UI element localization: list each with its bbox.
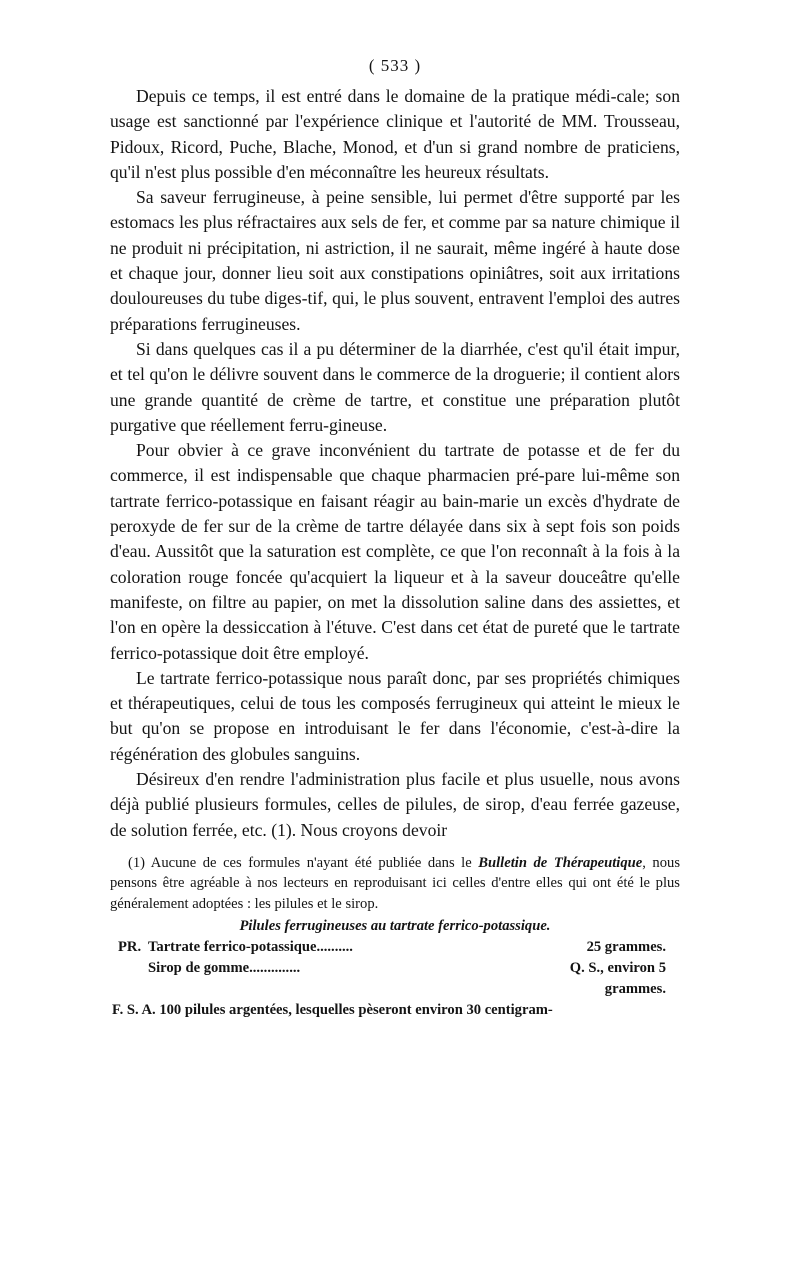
footnote-text-after: , nous pensons être agréable à nos lecteurs en reproduisant ici celles d'entre elles qui ont été le plus généralement adoptées : les pilules et le sirop. [110, 854, 680, 912]
paragraph-5: Le tartrate ferrico-potassique nous paraît donc, par ses propriétés chimiques et thérapeutiques, celui de tous les composés ferrugineux qui atteint le mieux le but qu'on se propose en introduisant le fer dans l'économie, c'est-à-dire la régénération des globules sanguins. [110, 667, 680, 764]
footnote-marker: (1) [128, 854, 146, 871]
recipe-line [110, 958, 680, 1000]
paragraph-4: Pour obvier à ce grave inconvénient du tartrate de potasse et de fer du commerce, il est indispensable que chaque pharmacien pré-pare lui-même son tartrate ferrico-potassique en faisant réagir au bain-marie un excès d'hydrate de peroxyde de fer sur de la crème de tartre délayée dans six à sept fois son poids d'eau. Aussitôt que la saturation est complète, ce que l'on reconnaît à la fois à la coloration rouge foncée qu'acquiert la liqueur et à la saveur douceâtre qu'elle manifeste, on filtre au papier, on met la dissolution saline dans des assiettes, et l'on en opère la dessiccation à l'étuve. C'est dans cet état de pureté que le tartrate ferrico-potassique doit être employé. [110, 440, 680, 663]
journal-title: Bulletin de Thérapeutique [478, 854, 643, 871]
footnote-text-before: Aucune de ces formules n'ayant été publiée dans le [145, 854, 479, 871]
page-number: ( 533 ) [368, 56, 422, 75]
recipe-quantity: 25 grammes. [586, 939, 666, 956]
book-page [110, 56, 680, 1021]
recipe-prefix: PR. [118, 939, 142, 956]
main-text [110, 84, 680, 843]
footnote-1 [110, 853, 680, 915]
recipe-ingredient: Sirop de gomme.............. [148, 960, 301, 977]
paragraph-3: Si dans quelques cas il a pu déterminer de la diarrhée, c'est qu'il était impur, et tel qu'on le délivre souvent dans le commerce de la droguerie; il contient alors une grande quantité de crème de tartre, et constitue une préparation plutôt purgative que réellement ferru-gineuse. [110, 338, 680, 435]
paragraph-6: Désireux d'en rendre l'administration plus facile et plus usuelle, nous avons déjà publié plusieurs formules, celles de pilules, de sirop, d'eau ferrée gazeuse, de solution ferrée, etc. (1). Nous croyons devoir [110, 769, 680, 840]
recipe-ingredient: Tartrate ferrico-potassique.......... [148, 939, 353, 956]
paragraph-1: Depuis ce temps, il est entré dans le domaine de la pratique médi-cale; son usage est sanctionné par l'expérience clinique et l'autorité de MM. Trousseau, Pidoux, Ricord, Puche, Blache, Monod, et d'un si grand nombre de praticiens, qu'il n'est plus possible d'en méconnaître les heureux résultats. [110, 86, 680, 182]
recipe-instructions: F. S. A. 100 pilules argentées, lesquelles pèseront environ 30 centigram- [112, 1002, 553, 1019]
recipe-line [110, 937, 680, 958]
paragraph-2: Sa saveur ferrugineuse, à peine sensible, lui permet d'être supporté par les estomacs les plus réfractaires aux sels de fer, et comme par sa nature chimique il ne produit ni précipitation, ni astriction, il ne saurait, même ingéré à haute dose et chaque jour, donner lieu soit aux constipations opiniâtres, soit aux irritations douloureuses du tube diges-tif, qui, le plus souvent, entravent l'emploi des autres préparations ferrugineuses. [110, 187, 680, 334]
recipe-prefix [110, 958, 148, 1000]
recipe-quantity: Q. S., environ 5 grammes. [569, 960, 666, 998]
recipe-title: Pilules ferrugineuses au tartrate ferrico-potassique. [239, 918, 551, 935]
footnote-section [110, 853, 680, 1022]
